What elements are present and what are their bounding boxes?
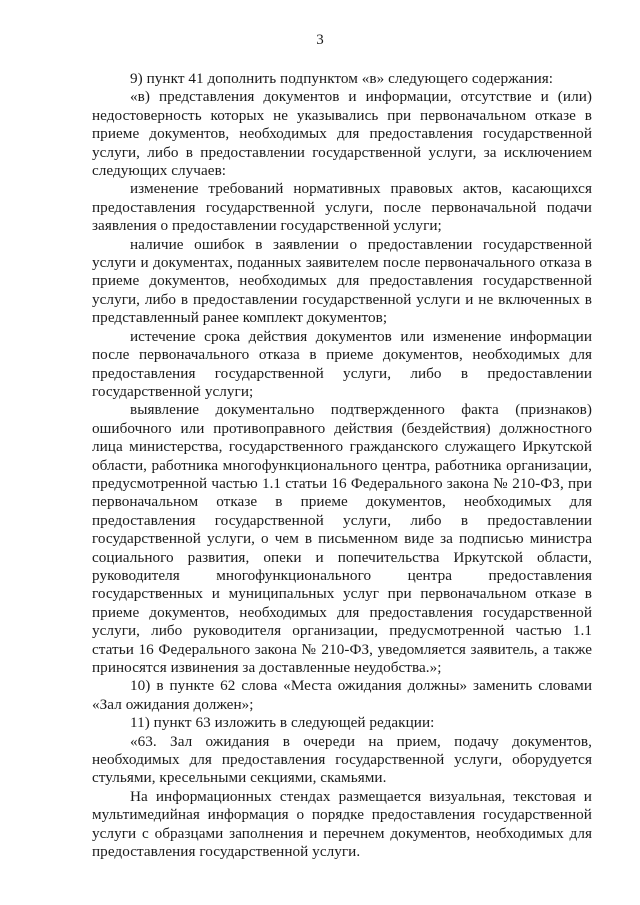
- paragraph-item-10: 10) в пункте 62 слова «Места ожидания должны» заменить словами «Зал ожидания должен»;: [92, 677, 592, 713]
- page-number: 3: [316, 32, 324, 48]
- paragraph-case-errors: наличие ошибок в заявлении о предоставлении государственной услуги и документах, поданных заявителем после первоначального отказа в приеме документов, необходимых для предоставления государственной услуги, либо в предоставлении государственной услуги и не включенных в представленный ранее комплект документов;: [92, 235, 592, 327]
- paragraph-item-9: 9) пункт 41 дополнить подпунктом «в» следующего содержания:: [130, 70, 554, 87]
- paragraph-subitem-v: «в) представления документов и информации, отсутствие и (или) недостоверность которых не указывались при первоначальном отказе в приеме документов, необходимых для предоставления государственной услуги, либо в предоставлении государственной услуги, за исключением следующих случаев:: [92, 88, 592, 180]
- paragraph-case-misconduct: выявление документально подтвержденного факта (признаков) ошибочного или противоправного действия (бездействия) должностного лица министерства, государственного гражданского служащего Иркутской области, работника многофункционального центра, работника организации, предусмотренной частью 1.1 статьи 16 Федерального закона № 210-ФЗ, при первоначальном отказе в приеме документов, необходимых для предоставления государственной услуги, либо в предоставлении государственной услуги, о чем в письменном виде за подписью министра социального развития, опеки и попечительства Иркутской области, руководителя многофункционального центра предоставления государственных и муниципальных услуг при первоначальном отказе в приеме документов, необходимых для предоставления государственной услуги, либо руководителя организации, предусмотренной частью 1.1 статьи 16 Федерального закона № 210-ФЗ, уведомляется заявитель, а также приносятся извинения за доставленные неудобства.»;: [92, 401, 592, 676]
- paragraph-case-requirements-change: изменение требований нормативных правовых актов, касающихся предоставления государственной услуги, после первоначальной подачи заявления о предоставлении государственной услуги;: [92, 180, 592, 235]
- paragraph-case-expiry: истечение срока действия документов или изменение информации после первоначального отказа в приеме документов, необходимых для предоставления государственной услуги, либо в предоставлении государственной услуги;: [92, 327, 592, 400]
- paragraph-point-63: «63. Зал ожидания в очереди на прием, подачу документов, необходимых для предоставления государственной услуги, оборудуется стульями, кресельными секциями, скамьями.: [92, 732, 592, 787]
- paragraph-item-11: 11) пункт 63 изложить в следующей редакции:: [130, 714, 435, 732]
- document-body: [92, 70, 592, 861]
- paragraph-info-stands: На информационных стендах размещается визуальная, текстовая и мультимедийная информация о порядке предоставления государственной услуги с образцами заполнения и перечнем документов, необходимых для предоставления государственной услуги.: [92, 787, 592, 861]
